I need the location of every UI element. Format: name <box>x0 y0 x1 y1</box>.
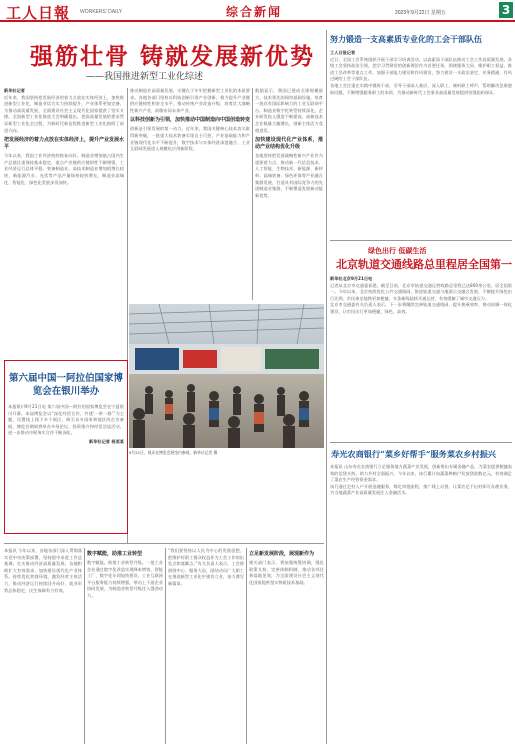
section-rule <box>330 442 512 443</box>
right-article-1-paragraph: 近日，全国工会系统组织开展干部学习培训活动，以高素质干部队伍推动工会工作高质量发展。各级工会坚持政治引领，把学习贯彻党的创新理论作为首要任务，围绕服务大局、维护职工权益、推进工会改革等重点工作，加强干部能力建设和作风建设，努力建设一支政治坚定、业务精通、作风过硬的工会干部队伍。 <box>330 56 512 82</box>
column-rule <box>252 88 253 300</box>
right-article-2-body <box>330 276 512 438</box>
boxed-article-body <box>8 404 124 528</box>
lead-paragraph: 创新是引领发展的第一动力。近年来，我国关键核心技术攻关取得新突破，一批重大技术装备实现自主可控，产业基础能力和产业链现代化水平不断提升，数字技术与实体经济深度融合，工业互联网发展进入规模化应用新阶段。 <box>130 126 250 152</box>
right-article-3-body <box>330 464 512 744</box>
right-article-2-paragraph: 北京市交通委有关负责人表示，下一步将继续完善轨道交通线网，提升换乘效率，推动站城一体化建设，让市民出行更加便捷、绿色、高效。 <box>330 302 512 314</box>
right-article-1-paragraph: 各地工会注重在实践中锻炼干部，引导干部深入基层、深入职工，倾听职工呼声，帮助解决急难愁盼问题，不断增强服务职工的本领，为推动新时代工会事业高质量发展提供坚强组织保证。 <box>330 82 512 95</box>
lead-paragraph: 推动制造业高质量发展，关键在于牢牢把握新型工业化的本质要求。各地各部门坚持以科技创新引领产业创新，着力提升产业链供应链韧性和安全水平，推动传统产业改造升级，培育壮大战略性新兴产业，前瞻布局未来产业。 <box>130 88 250 113</box>
lead-subheading: 把发展经济的着力点放在实体经济上，提升产业发展水平 <box>4 137 124 151</box>
lead-column-2 <box>130 88 250 300</box>
lower-subheading: 数字赋能，助推工业转型 <box>87 551 143 557</box>
lower-column-3 <box>168 548 244 744</box>
lead-paragraph: 近年来，我国坚持把发展经济的着力点放在实体经济上，加快推进新型工业化，制造业综合实力持续提升，产业体系更加完备，为推动高质量发展、全面建设社会主义现代化国家提供了坚实支撑。全国新型工业化推进大会明确提出，把高质量发展的要求贯穿新型工业化全过程，为新时代新征程推进新型工业化指明了前进方向。 <box>4 94 124 133</box>
lower-column-4 <box>249 548 324 744</box>
right-article-3-title-tail: 服务菜农乡村振兴 <box>430 449 496 459</box>
lead-headline: 强筋壮骨 铸就发展新优势 <box>30 43 316 70</box>
column-rule <box>165 548 166 744</box>
lead-paragraph: 数据显示，我国已建成全球规模最大、技术领先的网络基础设施，培育一批具有国际影响力的工业互联网平台。制造业数字化转型持续深化，企业研发投入强度不断提高，高新技术企业数量大幅增长，创新主体活力竞相迸发。 <box>255 88 323 133</box>
section-rule <box>330 240 512 241</box>
column-rule <box>84 548 85 744</box>
right-article-2-author: 新华社北京9月21日电 <box>330 276 373 281</box>
lead-column-3 <box>255 88 323 300</box>
boxed-article-title: 第六届中国一阿拉伯国家博览会在银川举办 <box>8 373 123 397</box>
right-article-2-title: 北京轨道交通线路总里程居全国第一 <box>336 258 512 271</box>
right-article-3-paragraph: 该行通过走村入户开展金融服务，简化审批流程，推广线上办贷，让菜农足不出村即可办理业务，为当地蔬菜产业高质量发展注入金融活水。 <box>330 483 512 496</box>
section-rule <box>4 543 324 544</box>
lead-paragraph: 各地坚持把发展战略性新兴产业作为重要着力点，推动新一代信息技术、人工智能、生物技术、新能源、新材料、高端装备、绿色环保等产业融合集群发展，打造具有国际竞争力的先进制造业集群，不断塑造发展新动能新优势。 <box>255 153 323 198</box>
right-article-1-body <box>330 50 512 238</box>
column-rule <box>326 30 327 744</box>
right-article-1-title: 努力锻造一支高素质专业化的工会干部队伍 <box>330 34 482 44</box>
expo-hall-photo <box>129 304 324 448</box>
boxed-article-author: 新华社记者 杨某某 <box>89 438 124 444</box>
lower-paragraph: 数字赋能，助推工业转型升级。一批工业企业通过数字化改造实现降本增效，智能工厂、数字化车间加快建设，工业互联网平台服务能力持续增强，带动上下游企业协同发展，为制造业转型升级注入强劲动力。 <box>87 560 163 598</box>
site-name: WORKERS' DAILY <box>80 9 123 15</box>
lower-column-2 <box>87 548 163 744</box>
lower-paragraph: 本报讯 今年以来，各地各部门深入贯彻落实党中央决策部署，坚持稳中求进工作总基调，扎实推动经济高质量发展。各地积极扩大有效需求，加快建设现代化产业体系，持续优化营商环境，激发经营主体活力，推动经济运行持续回升向好，就业形势总体稳定，民生保障有力有效。 <box>4 548 82 593</box>
column-rule <box>246 548 247 744</box>
lead-subheading: 加快建设现代化产业体系，推动产业结构优化升级 <box>255 137 323 151</box>
right-article-3-title <box>331 448 496 460</box>
lower-subheading: 立足新发展阶段，展现新作为 <box>249 551 315 557</box>
section-title: 综合新闻 <box>226 5 283 19</box>
lower-column-1 <box>4 548 82 744</box>
lead-author: 新华社记者 <box>4 88 25 93</box>
lead-paragraph: 今年以来，我国工业经济持续恢复向好。制造业增加值占国内生产总值比重保持基本稳定，重点产业链供应链韧性不断增强，工业经济运行总体平稳。装备制造业、高技术制造业增加值增长较快，新能源汽车、光伏等产品产量保持较快增长，制造业高端化、智能化、绿色化发展步伐加快。 <box>4 153 124 185</box>
right-article-2-kicker: 绿色出行 低碳生活 <box>368 246 427 255</box>
right-article-1-author: 工人日报记者 <box>330 50 356 55</box>
newspaper-logo: 工人日報 <box>6 4 71 22</box>
page-number-badge: 3 <box>499 2 513 18</box>
lower-paragraph: “我们要坚持以人民为中心的发展思想，把维护好职工群众权益作为工会工作的出发点和落脚点。”有关负责人表示，工会将围绕中心、服务大局，团结动员广大职工在推进新型工业化中建功立业，奋力谱写新篇章。 <box>168 548 244 586</box>
lead-subhead: ——我国推进新型工业化综述 <box>86 72 204 82</box>
photo-caption: 9月21日，观众在博览会展馆内参观。新华社记者 摄 <box>129 450 218 455</box>
right-article-3-title-main: 寿光农商银行“菜乡好帮手” <box>331 449 431 459</box>
right-article-2-paragraph: 记者从北京市交通委获悉，截至目前，北京市轨道交通运营线路总里程已达800余公里，居全国第一。今年以来，北京持续优化公共交通线网，推进轨道交通与地面公交融合发展，不断提升绿色出行比例。市民乘坐地铁更加便捷，多条新线陆续开通运营，有效缓解了城市交通压力。 <box>330 282 512 301</box>
boxed-article-paragraph: 本报银川9月21日电 第六届中国—阿拉伯国家博览会在宁夏银川开幕。本届博览会以“深化经贸合作、共建‘一带一路’”为主题，设置线上线下多个展区，吸引众多国家和地区的企业参展。博览会期间将举办多场论坛、投资推介和经贸洽谈活动，进一步推动中阿务实合作不断深化。 <box>8 404 124 436</box>
right-article-3-paragraph: 本报讯 山东寿光农商银行立足服务地方蔬菜产业发展，创新推出专属金融产品，为菜农提供便捷高效的信贷支持，助力乡村全面振兴。今年以来，该行累计向蔬菜种植户发放贷款数亿元，有效满足了菜农生产经营资金需求。 <box>330 464 512 483</box>
lower-paragraph: 相关部门表示，将加强统筹协调，强化政策支持，完善体制机制，推动各项任务落地见效，为全面建设社会主义现代化国家提供坚实物质技术基础。 <box>249 560 324 585</box>
lead-column-1 <box>4 88 124 356</box>
lead-subheading: 以科技创新为引领，加快推动中国制造向中国创造转变 <box>130 117 250 124</box>
issue-date: 2023年9月22日 星期五 <box>395 10 446 16</box>
